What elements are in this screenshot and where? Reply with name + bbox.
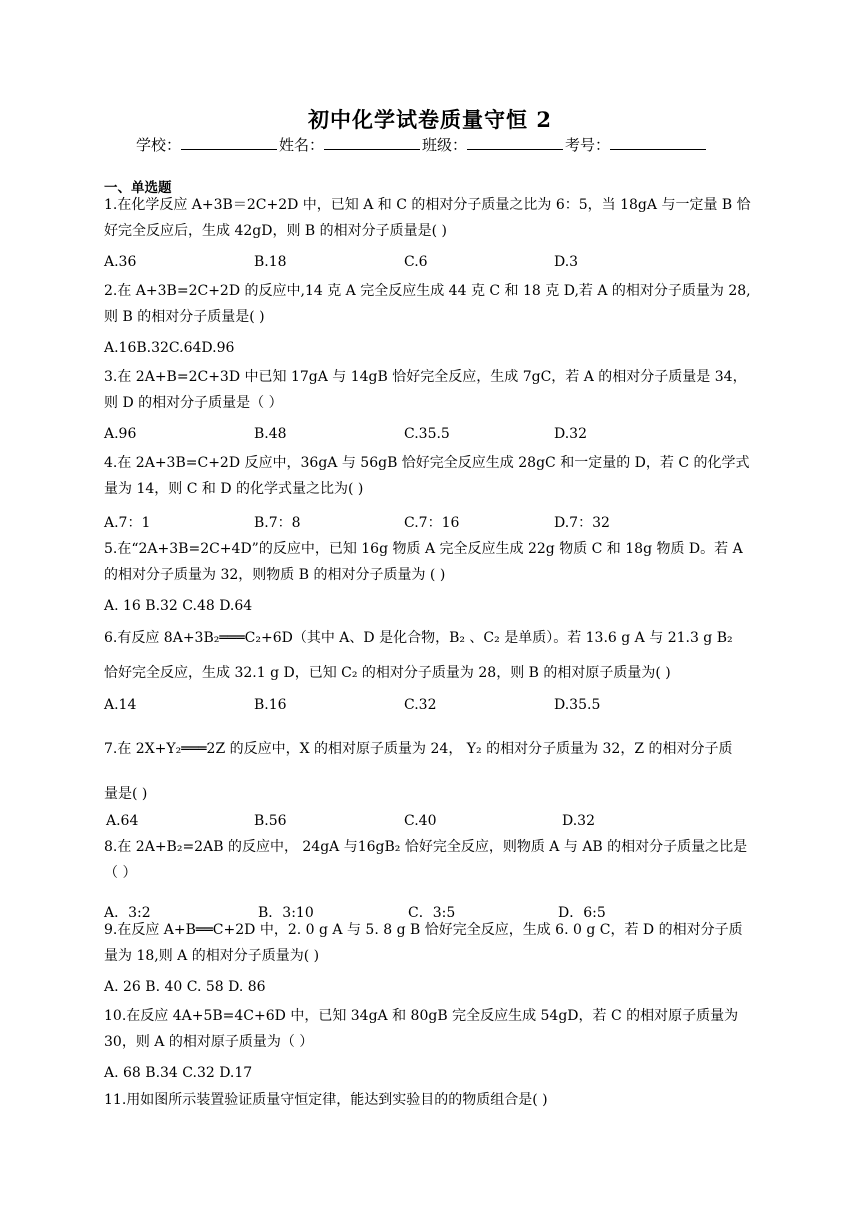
question-7-options [104,813,754,833]
section-heading: 一、单选题 [104,180,172,196]
question-6-options [104,697,754,717]
option-d: D.3 [554,254,579,270]
question-4-options [104,512,754,532]
option-c: C．3:5 [408,905,456,921]
name-blank[interactable] [324,135,420,150]
exam-no-label: 考号： [565,136,611,154]
option-c: C.6 [404,254,428,270]
question-2: 2.在 A+3B=2C+2D 的反应中,14 克 A 完全反应生成 44 克 C 和 18 克 D,若 A 的相对分子质量为 28,则 B 的相对分子质量是( ) [104,283,751,325]
option-a: A．3:2 [104,905,151,921]
option-d: D.32 [554,426,587,442]
option-a: A.14 [104,697,137,713]
option-c: C.40 [404,813,437,829]
option-c: C.35.5 [404,426,450,442]
option-b: B.16 [254,697,287,713]
question-2-options: A.16B.32C.64D.96 [104,340,235,356]
question-8: 8.在 2A+B₂=2AB 的反应中， 24gA 与16gB₂ 恰好完全反应，则物质 A 与 AB 的相对分子质量之比是（ ） [104,839,748,881]
page-title: 初中化学试卷质量守恒 2 [308,107,552,132]
question-7-line-1: 7.在 2X+Y₂═══2Z 的反应中，X 的相对原子质量为 24， Y₂ 的相对分子质量为 32，Z 的相对分子质 [104,741,733,757]
question-5-options: A. 16 B.32 C.48 D.64 [104,598,253,614]
question-1: 1.在化学反应 A+3B＝2C+2D 中，已知 A 和 C 的相对分子质量之比为 6：5，当 18gA 与一定量 B 恰好完全反应后，生成 42gD，则 B 的相对分子质量是( ) [104,197,751,239]
option-d: D．6:5 [558,905,606,921]
question-1-options [104,254,754,274]
option-a: A.36 [104,254,137,270]
question-11: 11.用如图所示装置验证质量守恒定律，能达到实验目的的物质组合是( ) [104,1092,548,1108]
option-d: D.35.5 [554,697,601,713]
class-label: 班级： [422,136,468,154]
exam-no-blank[interactable] [610,135,706,150]
option-b: B.48 [254,426,287,442]
school-blank[interactable] [181,135,277,150]
question-3-options [104,426,754,446]
question-5: 5.在“2A+3B=2C+4D”的反应中，已知 16g 物质 A 完全反应生成 22g 物质 C 和 18g 物质 D。若 A 的相对分子质量为 32，则物质 B 的相对分子质量为 ( ) [104,541,743,583]
option-b: B.18 [254,254,287,270]
question-10-options: A. 68 B.34 C.32 D.17 [104,1065,253,1081]
option-b: B.7：8 [254,515,301,531]
option-d: D.7：32 [554,515,610,531]
question-7-line-2: 量是( ) [104,786,148,802]
class-blank[interactable] [467,135,563,150]
option-a: A.7：1 [104,515,151,531]
question-3: 3.在 2A+B=2C+3D 中已知 17gA 与 14gB 恰好完全反应，生成 7gC，若 A 的相对分子质量是 34，则 D 的相对分子质量是（ ） [104,369,747,411]
question-4: 4.在 2A+3B=C+2D 反应中，36gA 与 56gB 恰好完全反应生成 28gC 和一定量的 D，若 C 的化学式量为 14，则 C 和 D 的化学式量之比为( ) [104,455,750,497]
question-6-line-1: 6.有反应 8A+3B₂═══C₂+6D（其中 A、D 是化合物，B₂ 、C₂ 是单质）。若 13.6 g A 与 21.3 g B₂ [104,630,733,646]
question-6-line-2: 恰好完全反应，生成 32.1 g D，已知 C₂ 的相对分子质量为 28，则 B 的相对原子质量为( ) [104,665,671,681]
option-b: B.56 [254,813,287,829]
option-c: C.7：16 [404,515,460,531]
option-d: D.32 [562,813,595,829]
option-c: C.32 [404,697,437,713]
student-info-row [136,134,708,155]
option-a: A.64 [106,813,139,829]
question-10: 10.在反应 4A+5B=4C+6D 中，已知 34gA 和 80gB 完全反应生成 54gD，若 C 的相对原子质量为 30，则 A 的相对原子质量为（ ） [104,1008,739,1050]
question-9-options: A. 26 B. 40 C. 58 D. 86 [104,979,266,995]
question-9: 9.在反应 A+B══C+2D 中，2. 0 g A 与 5. 8 g B 恰好完全反应，生成 6. 0 g C，若 D 的相对分子质量为 18,则 A 的相对分子质量为( ) [104,922,743,964]
option-b: B．3:10 [258,905,314,921]
name-label: 姓名： [279,136,325,154]
option-a: A.96 [104,426,137,442]
school-label: 学校： [136,136,182,154]
